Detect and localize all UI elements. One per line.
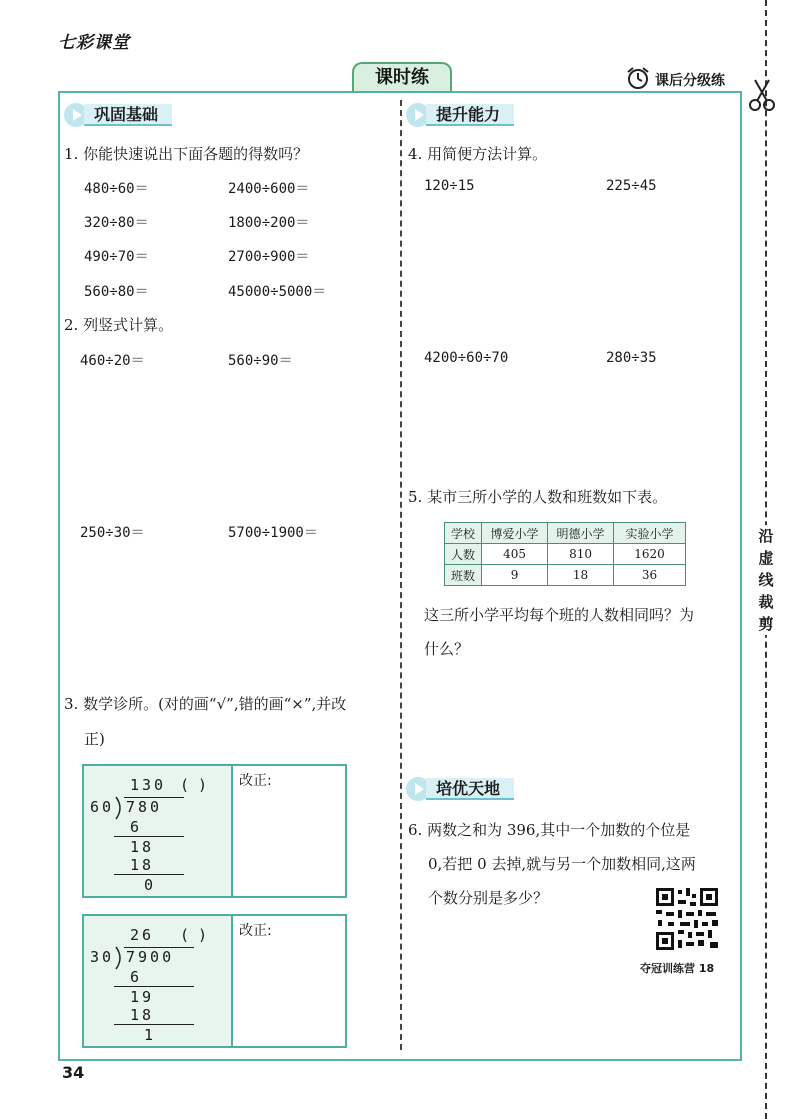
section-advanced — [406, 777, 514, 801]
cut-hint — [753, 525, 779, 635]
step-product: 6 — [130, 968, 143, 986]
section-label: 巩固基础 — [84, 104, 172, 126]
qr-caption: 夺冠训练营 18 — [640, 962, 715, 975]
table-row-head: 人数 — [445, 544, 482, 565]
cut-hint-char: 剪 — [758, 615, 774, 633]
expression: 490÷70＝ — [84, 249, 149, 265]
question-5: 5. 某市三所小学的人数和班数如下表。 — [408, 488, 668, 506]
step-product: 18 — [130, 1006, 155, 1024]
expression: 560÷90＝ — [228, 353, 293, 369]
answer-paren[interactable]: ( ) — [180, 776, 208, 794]
question-4: 4. 用简便方法计算。 — [408, 145, 548, 163]
step-product: 18 — [130, 856, 155, 874]
page-number: 34 — [62, 1063, 85, 1082]
cut-hint-char: 沿 — [758, 527, 774, 545]
table-row-head: 班数 — [445, 565, 482, 586]
column-divider — [400, 100, 402, 1050]
table-cell: 810 — [548, 544, 614, 565]
diagnosis-box-2 — [82, 914, 347, 1048]
dividend: 7900 — [126, 948, 175, 966]
table-cell: 9 — [482, 565, 548, 586]
question-1: 1. 你能快速说出下面各题的得数吗？ — [64, 145, 309, 163]
expression: 120÷15 — [424, 178, 475, 194]
table-cell: 405 — [482, 544, 548, 565]
table-header-cell: 明德小学 — [548, 523, 614, 544]
table-cell: 1620 — [614, 544, 686, 565]
question-3-line2: 正) — [84, 730, 105, 748]
correction-area[interactable] — [233, 916, 345, 1046]
diagnosis-box-1 — [82, 764, 347, 898]
expression: 2700÷900＝ — [228, 249, 310, 265]
alarm-clock-icon — [625, 66, 651, 94]
correction-label: 改正: — [239, 773, 272, 789]
cut-hint-char: 线 — [758, 571, 774, 589]
table-header-row — [445, 523, 686, 544]
divisor: 60 — [90, 798, 115, 816]
question-6-line2: 0,若把 0 去掉,就与另一个加数相同,这两 — [428, 855, 696, 873]
table-cell: 36 — [614, 565, 686, 586]
long-division-2 — [84, 916, 233, 1046]
table-row — [445, 565, 686, 586]
question-2: 2. 列竖式计算。 — [64, 316, 174, 334]
final-remainder: 0 — [144, 876, 157, 894]
section-improve — [406, 103, 514, 127]
expression: 2400÷600＝ — [228, 181, 310, 197]
long-division-1 — [84, 766, 233, 896]
section-basics — [64, 103, 172, 127]
expression: 225÷45 — [606, 178, 657, 194]
table-cell: 18 — [548, 565, 614, 586]
brand-logo: 七彩课堂 — [58, 33, 130, 53]
quotient: 26 — [130, 926, 155, 944]
correction-label: 改正: — [239, 923, 272, 939]
final-remainder: 1 — [144, 1026, 157, 1044]
scissors-icon — [748, 78, 776, 119]
table-header-cell: 学校 — [445, 523, 482, 544]
correction-area[interactable] — [233, 766, 345, 896]
table-header-cell: 博爱小学 — [482, 523, 548, 544]
answer-paren[interactable]: ( ) — [180, 926, 208, 944]
expression: 280÷35 — [606, 350, 657, 366]
quotient: 130 — [130, 776, 167, 794]
cut-hint-char: 裁 — [758, 593, 774, 611]
division-bracket-icon — [114, 946, 126, 970]
divisor: 30 — [90, 948, 115, 966]
cut-hint-char: 虚 — [758, 549, 774, 567]
table-row — [445, 544, 686, 565]
expression: 4200÷60÷70 — [424, 350, 509, 366]
division-bracket-icon — [114, 796, 126, 820]
header-right-label: 课后分级练 — [655, 73, 725, 89]
expression: 460÷20＝ — [80, 353, 145, 369]
question-3-line1: 3. 数学诊所。(对的画“√”,错的画“×”,并改 — [64, 695, 347, 713]
school-table — [444, 522, 686, 586]
question-6-line3: 个数分别是多少？ — [428, 889, 549, 907]
expression: 560÷80＝ — [84, 284, 149, 300]
step-remainder: 19 — [130, 988, 155, 1006]
qr-code-icon[interactable] — [654, 886, 720, 952]
expression: 45000÷5000＝ — [228, 284, 327, 300]
section-label: 培优天地 — [426, 778, 514, 800]
question-5-prompt-line2: 什么？ — [424, 640, 470, 658]
question-5-prompt-line1: 这三所小学平均每个班的人数相同吗？为 — [424, 606, 695, 624]
expression: 480÷60＝ — [84, 181, 149, 197]
header-right — [625, 66, 725, 94]
expression: 1800÷200＝ — [228, 215, 310, 231]
table-header-cell: 实验小学 — [614, 523, 686, 544]
expression: 5700÷1900＝ — [228, 525, 318, 541]
question-6-line1: 6. 两数之和为 396,其中一个加数的个位是 — [408, 821, 691, 839]
step-product: 6 — [130, 818, 143, 836]
step-remainder: 18 — [130, 838, 155, 856]
expression: 320÷80＝ — [84, 215, 149, 231]
section-label: 提升能力 — [426, 104, 514, 126]
expression: 250÷30＝ — [80, 525, 145, 541]
page-title: 课时练 — [352, 62, 452, 92]
dividend: 780 — [126, 798, 163, 816]
